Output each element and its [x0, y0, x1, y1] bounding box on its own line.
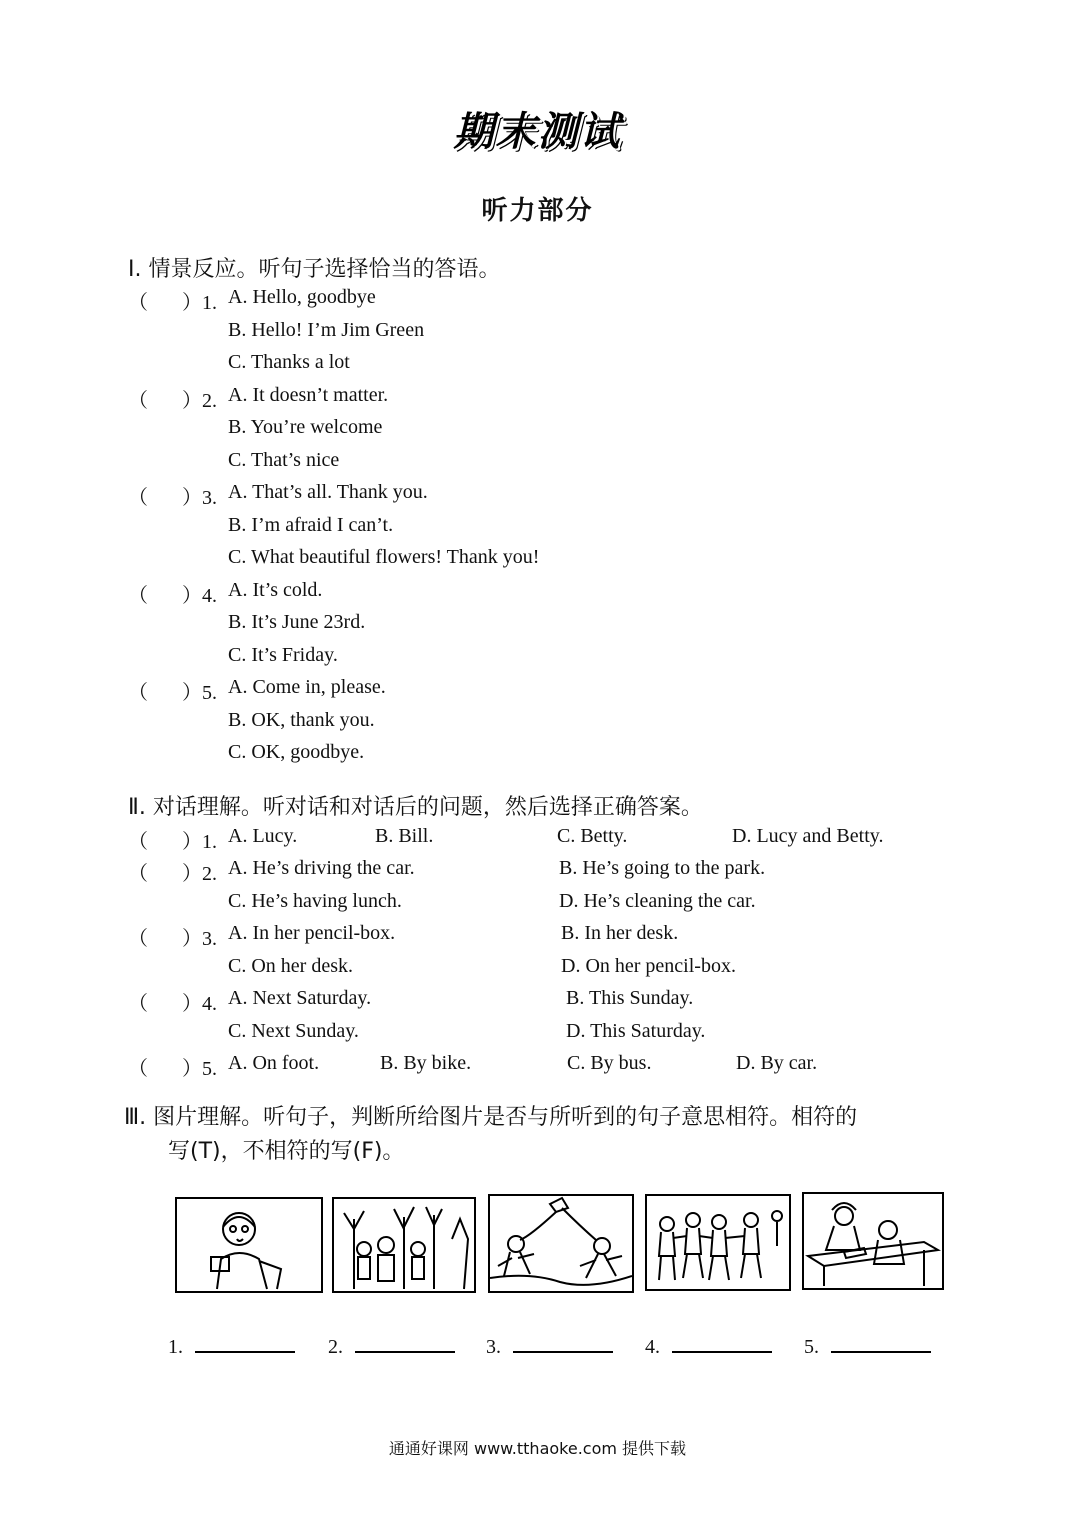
answer-blank[interactable] — [672, 1333, 772, 1353]
option-c: C. It’s Friday. — [228, 644, 338, 666]
option-b: B. He’s going to the park. — [559, 857, 766, 879]
answer-number: 1. — [168, 1336, 183, 1358]
answer-label — [645, 1333, 772, 1359]
answer-paren-open: （ — [128, 928, 148, 950]
option-b: B. Hello! I’m Jim Green — [228, 319, 425, 341]
section1-heading: Ⅰ. 情景反应。听句子选择恰当的答语。 — [128, 257, 501, 282]
option-a: A. That’s all. Thank you. — [228, 481, 428, 503]
option-a: A. He’s driving the car. — [228, 857, 415, 879]
option-a: A. On foot. — [228, 1052, 320, 1074]
answer-paren-open: （ — [128, 682, 148, 704]
answer-paren-open: （ — [128, 863, 148, 885]
option-d: D. On her pencil-box. — [561, 955, 736, 977]
students-at-desk-illustration — [804, 1194, 942, 1288]
answer-paren-open: （ — [128, 390, 148, 412]
option-d: D. Lucy and Betty. — [732, 825, 884, 847]
option-d: D. This Saturday. — [566, 1020, 706, 1042]
answer-paren-open: （ — [128, 993, 148, 1015]
question-number: ）3. — [182, 487, 217, 509]
option-b: B. You’re welcome — [228, 416, 383, 438]
question-number: ）4. — [182, 585, 217, 607]
option-b: B. Bill. — [375, 825, 434, 847]
option-a: A. Hello, goodbye — [228, 286, 376, 308]
option-c: C. What beautiful flowers! Thank you! — [228, 546, 540, 568]
option-b: B. This Sunday. — [566, 987, 694, 1009]
answer-label — [486, 1333, 613, 1359]
section3-heading-line2: 写(T)，不相符的写(F)。 — [168, 1139, 405, 1164]
option-d: D. By car. — [736, 1052, 818, 1074]
answer-blank[interactable] — [355, 1333, 455, 1353]
footer-credit: 通通好课网 www.tthaoke.com 提供下载 — [388, 1439, 687, 1458]
option-b: B. In her desk. — [561, 922, 679, 944]
question-number: ）2. — [182, 390, 217, 412]
answer-number: 2. — [328, 1336, 343, 1358]
question-number: ）3. — [182, 928, 217, 950]
exam-title: 期末测试 — [453, 109, 622, 155]
option-a: A. Lucy. — [228, 825, 298, 847]
question-number: ）2. — [182, 863, 217, 885]
option-c: C. By bus. — [567, 1052, 652, 1074]
option-c: C. Next Sunday. — [228, 1020, 359, 1042]
answer-label — [328, 1333, 455, 1359]
picture-4 — [645, 1194, 791, 1291]
picture-5 — [802, 1192, 944, 1290]
answer-label — [804, 1333, 931, 1359]
answer-blank[interactable] — [195, 1333, 295, 1353]
answer-number: 5. — [804, 1336, 819, 1358]
question-number: ）5. — [182, 682, 217, 704]
option-a: A. In her pencil-box. — [228, 922, 396, 944]
picture-3 — [488, 1194, 634, 1293]
answer-number: 3. — [486, 1336, 501, 1358]
option-d: D. He’s cleaning the car. — [559, 890, 756, 912]
question-number: ）1. — [182, 292, 217, 314]
option-b: B. By bike. — [380, 1052, 472, 1074]
children-dancing-illustration — [647, 1196, 789, 1289]
answer-number: 4. — [645, 1336, 660, 1358]
man-reading-illustration — [177, 1199, 321, 1291]
option-c: C. That’s nice — [228, 449, 340, 471]
option-c: C. OK, goodbye. — [228, 741, 365, 763]
option-c: C. Thanks a lot — [228, 351, 350, 373]
answer-paren-open: （ — [128, 585, 148, 607]
section2-heading: Ⅱ. 对话理解。听对话和对话后的问题，然后选择正确答案。 — [128, 795, 703, 820]
answer-paren-open: （ — [128, 292, 148, 314]
question-number: ）1. — [182, 831, 217, 853]
children-trees-illustration — [334, 1199, 474, 1291]
option-a: A. It’s cold. — [228, 579, 323, 601]
option-b: B. OK, thank you. — [228, 709, 375, 731]
answer-label — [168, 1333, 295, 1359]
picture-1 — [175, 1197, 323, 1293]
section3-heading-line1: Ⅲ. 图片理解。听句子，判断所给图片是否与所听到的句子意思相符。相符的 — [124, 1105, 858, 1130]
option-a: A. Next Saturday. — [228, 987, 372, 1009]
question-number: ）4. — [182, 993, 217, 1015]
answer-paren-open: （ — [128, 1058, 148, 1080]
answer-paren-open: （ — [128, 487, 148, 509]
option-c: C. He’s having lunch. — [228, 890, 402, 912]
question-number: ）5. — [182, 1058, 217, 1080]
option-c: C. Betty. — [557, 825, 628, 847]
option-c: C. On her desk. — [228, 955, 353, 977]
option-b: B. I’m afraid I can’t. — [228, 514, 394, 536]
kite-flying-illustration — [490, 1196, 632, 1291]
answer-blank[interactable] — [513, 1333, 613, 1353]
answer-blank[interactable] — [831, 1333, 931, 1353]
answer-paren-open: （ — [128, 831, 148, 853]
section-subtitle: 听力部分 — [481, 196, 594, 226]
option-b: B. It’s June 23rd. — [228, 611, 366, 633]
picture-2 — [332, 1197, 476, 1293]
option-a: A. It doesn’t matter. — [228, 384, 389, 406]
option-a: A. Come in, please. — [228, 676, 386, 698]
